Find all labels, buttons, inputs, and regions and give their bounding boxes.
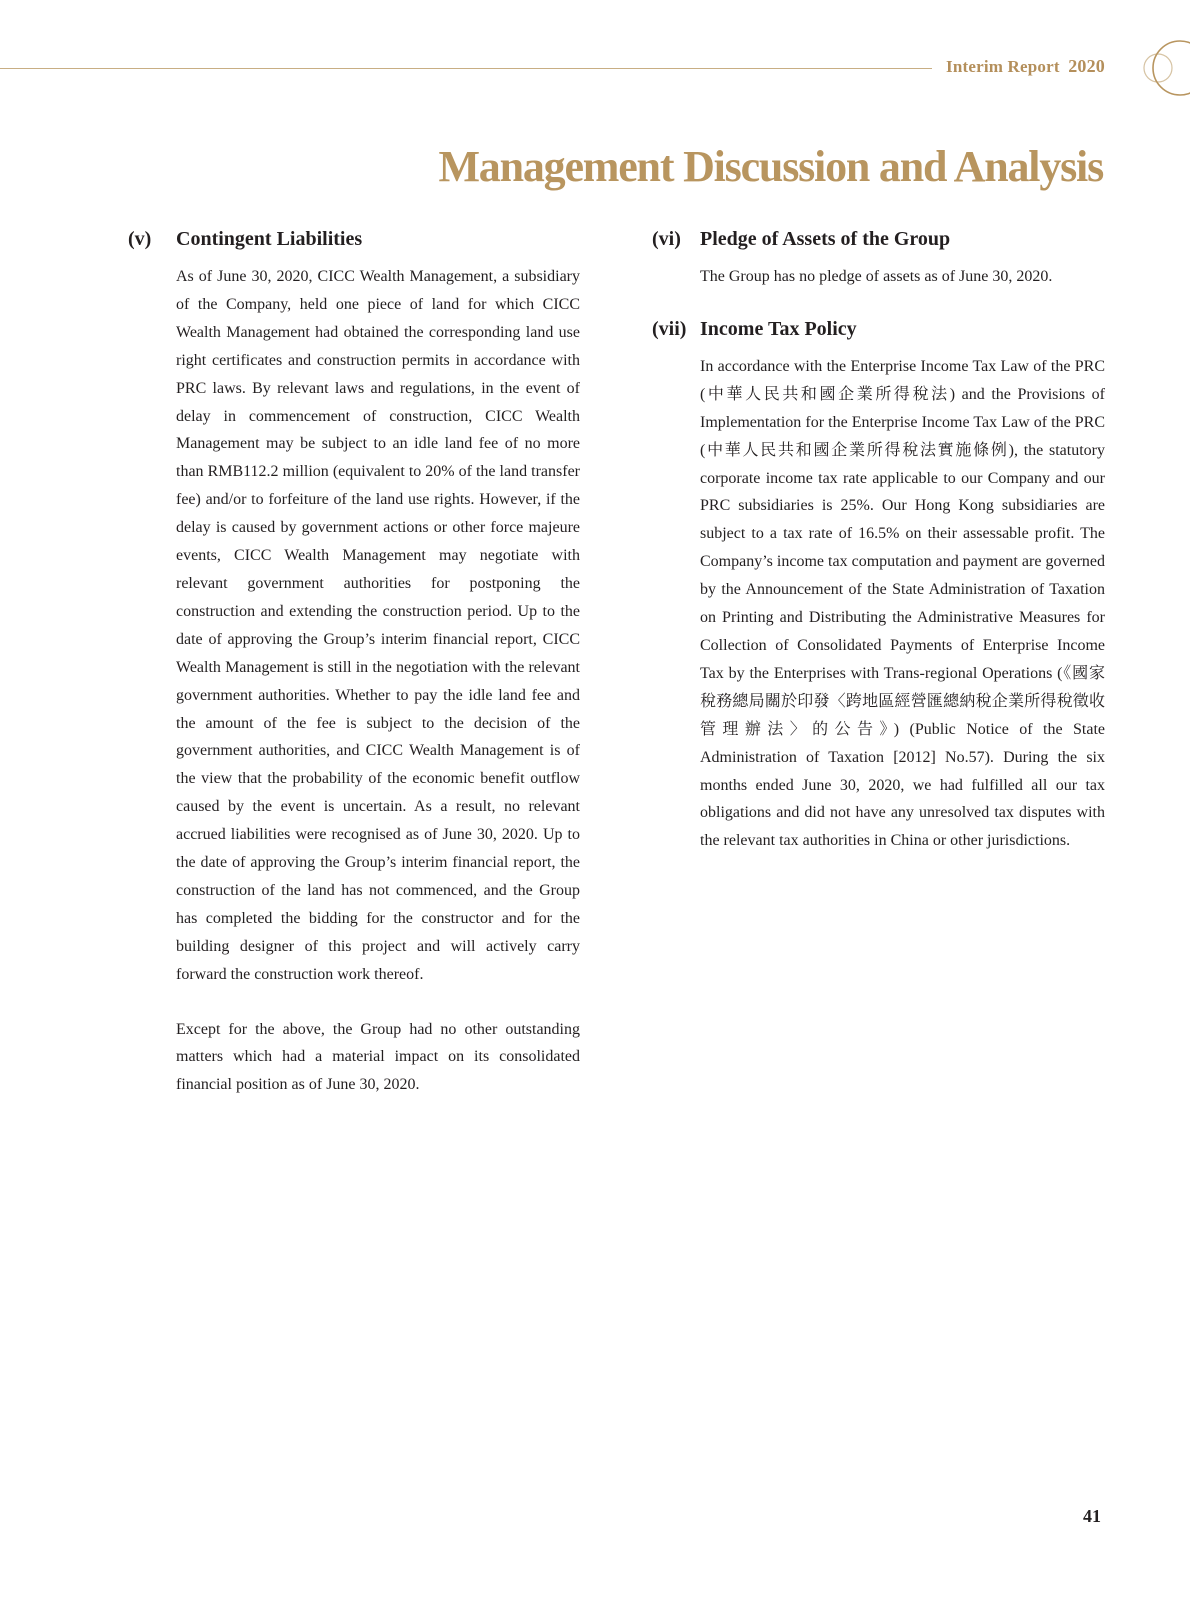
double-circle-ornament-icon bbox=[1136, 38, 1190, 102]
paragraph: As of June 30, 2020, CICC Wealth Management, a subsidiary of the Company, held one piece of land for which CICC Wealth Management had obtained the corresponding land use right certificates and construction permits in accordance with PRC laws. By relevant laws and regulations, in the event of delay in commencement of construction, CICC Wealth Management may be subject to an idle land fee of no more than RMB112.2 million (equivalent to 20% of the land transfer fee) and/or to forfeiture of the land use rights. However, if the delay is caused by government actions or other force majeure events, CICC Wealth Management may negotiate with relevant government authorities for postponing the construction and extending the construction period. Up to the date of approving the Group’s interim financial report, CICC Wealth Management is still in the negotiation with the relevant government authorities. Whether to pay the idle land fee and the amount of the fee is subject to the decision of the government authorities, and CICC Wealth Management is of the view that the probability of the economic benefit outflow caused by the event is uncertain. As a result, no relevant accrued liabilities were recognised as of June 30, 2020. Up to the date of approving the Group’s interim financial report, the construction of the land has not commenced, and the Group has completed the bidding for the constructor and for the building designer of this project and will actively carry forward the construction work thereof. bbox=[176, 268, 580, 983]
section-heading bbox=[128, 225, 580, 253]
report-year: 2020 bbox=[1068, 56, 1106, 76]
section-income-tax-policy bbox=[652, 315, 1105, 855]
right-column bbox=[652, 225, 1105, 855]
section-number: (v) bbox=[128, 228, 152, 250]
section-heading bbox=[652, 315, 1105, 343]
page-number: 41 bbox=[1083, 1506, 1101, 1526]
paragraph: Except for the above, the Group had no other outstanding matters which had a material impact on its consolidated financial position as of June 30, 2020. bbox=[176, 1020, 580, 1094]
section-title: Pledge of Assets of the Group bbox=[700, 228, 951, 250]
section-heading bbox=[652, 225, 1105, 253]
section-number: (vii) bbox=[652, 317, 687, 340]
report-name: Interim Report bbox=[946, 57, 1060, 76]
report-label bbox=[946, 56, 1105, 77]
section-title: Income Tax Policy bbox=[700, 317, 857, 340]
paragraph: In accordance with the Enterprise Income Tax Law of the PRC (中華人民共和國企業所得稅法) and the Provisions of Implementation for the Enterprise Income Tax Law of the PRC (中華人民共和國企業所得稅法實施條例), the statutory corporate income tax rate applicable to our Company and our PRC subsidiaries is 25%. Our Hong Kong subsidiaries are subject to a tax rate of 16.5% on their assessable profit. The Company’s income tax computation and payment are governed by the Announcement of the State Administration of Taxation on Printing and Distributing the Administrative Measures for Collection of Consolidated Payments of Enterprise Income Tax by the Enterprises with Trans-regional Operations (《國家稅務總局關於印發〈跨地區經營匯總納稅企業所得稅徵收管理辦法〉的公告》) (Public Notice of the State Administration of Taxation [2012] No.57). During the six months ended June 30, 2020, we had fulfilled all our tax obligations and did not have any unresolved tax disputes with the relevant tax authorities in China or other jurisdictions. bbox=[700, 357, 1105, 850]
header-rule bbox=[0, 68, 932, 69]
left-column bbox=[128, 225, 580, 1099]
section-title: Contingent Liabilities bbox=[176, 228, 363, 250]
page-title: Management Discussion and Analysis bbox=[438, 142, 1103, 192]
paragraph: The Group has no pledge of assets as of June 30, 2020. bbox=[700, 268, 1053, 285]
section-number: (vi) bbox=[652, 228, 681, 250]
section-contingent-liabilities bbox=[128, 225, 580, 1099]
section-pledge-of-assets bbox=[652, 225, 1105, 291]
